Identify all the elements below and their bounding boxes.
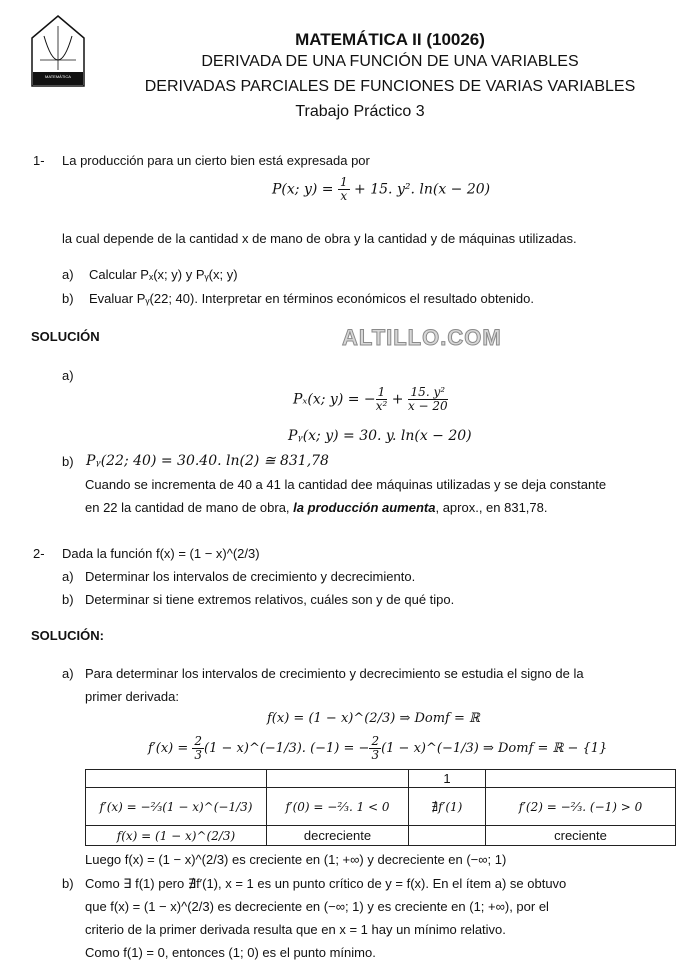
- sol2-conclusion: Luego f(x) = (1 − x)^(2/3) es creciente en (1; +∞) y decreciente en (−∞; 1): [85, 852, 507, 867]
- ex1-number: 1-: [33, 153, 45, 168]
- sol2-a-text-1: Para determinar los intervalos de crecimiento y decrecimiento se estudia el signo de la: [85, 666, 584, 681]
- sign-table-header-row: [86, 770, 676, 788]
- table-cell: f(x) = (1 − x)^(2/3): [86, 826, 267, 846]
- sol1-b-text-1: Cuando se incrementa de 40 a 41 la cantidad dee máquinas utilizadas y se deja constante: [85, 477, 607, 492]
- sol1-px-f1-den: x²: [375, 399, 388, 413]
- table-cell: [409, 826, 486, 846]
- ex1-formula-rhs: + 15. y². ln(x − 20): [354, 181, 491, 198]
- ex2-intro: Dada la función f(x) = (1 − x)^(2/3): [62, 546, 260, 561]
- sol1-px-plus: +: [391, 391, 404, 408]
- sol1-b-text-2: [85, 500, 548, 515]
- sol2-eq-2-frac-2: [369, 735, 381, 762]
- sol2-b-text-3: criterio de la primer derivada resulta que en x = 1 hay un mínimo relativo.: [85, 922, 506, 937]
- sol1-b-label: b): [62, 454, 74, 469]
- sol1-px-f1-num: 1: [377, 385, 386, 399]
- sol2-eq-2-frac-1-num: 2: [194, 734, 203, 748]
- sol2-eq-2-c: (1 − x)^(−1/3) ⇒ Domf = ℝ − {1}: [381, 741, 608, 756]
- sol2-eq-2-a: f′(x) =: [148, 741, 193, 756]
- sol1-px-f2-den: x − 20: [407, 399, 448, 413]
- course-logo: [30, 14, 86, 88]
- ex1-intro: La producción para un cierto bien está expresada por: [62, 153, 370, 168]
- table-cell: f′(x) = −⅔(1 − x)^(−1/3): [86, 788, 267, 826]
- sign-table-header-cell: [86, 770, 267, 788]
- sol2-eq-2-frac-2-den: 3: [371, 748, 380, 762]
- watermark: ALTILLO.COM: [342, 325, 502, 350]
- ex1-a-text: Calcular Pₓ(x; y) y Pᵧ(x; y): [89, 267, 238, 282]
- ex2-b-label: b): [62, 592, 74, 607]
- ex2-b-text: Determinar si tiene extremos relativos, cuáles son y de qué tipo.: [85, 592, 455, 607]
- sol2-b-text-1: Como ∃ f(1) pero ∄f′(1), x = 1 es un punto crítico de y = f(x). En el ítem a) se obtuvo: [85, 876, 567, 891]
- ex1-formula-lhs: P(x; y) =: [272, 181, 338, 198]
- sol1-px-lhs: Pₓ(x; y) = −: [293, 391, 376, 408]
- ex1-formula-den: x: [340, 189, 348, 203]
- sol2-b-text-2: que f(x) = (1 − x)^(2/3) es decreciente en (−∞; 1) y es creciente en (1; +∞), por el: [85, 899, 549, 914]
- ex1-b-label: b): [62, 291, 74, 306]
- sol2-eq-2-frac-1-den: 3: [194, 748, 203, 762]
- sol2-a-text-2: primer derivada:: [85, 689, 179, 704]
- sol1-a-label: a): [62, 368, 74, 383]
- ex1-formula-num: 1: [339, 175, 348, 189]
- sign-table-header-cell: [267, 770, 409, 788]
- sol1-b-text-2-bold: la producción aumenta: [293, 500, 436, 515]
- ex2-a-text: Determinar los intervalos de crecimiento y decrecimiento.: [85, 569, 416, 584]
- logo-text: MATEMÁTICA: [45, 74, 71, 79]
- sol2-b-label: b): [62, 876, 74, 891]
- sol1-py-formula: Pᵧ(x; y) = 30. y. ln(x − 20): [288, 428, 472, 444]
- sol2-a-label: a): [62, 666, 74, 681]
- sol1-px-fraction-2: [408, 386, 448, 413]
- sol2-eq-2-frac-2-num: 2: [371, 734, 380, 748]
- sol1-b-text-2-pre: en 22 la cantidad de mano de obra,: [85, 500, 294, 515]
- sol2-b-text-4: Como f(1) = 0, entonces (1; 0) es el punto mínimo.: [85, 945, 376, 960]
- subtitle-1: DERIVADA DE UNA FUNCIÓN DE UNA VARIABLES: [201, 53, 579, 70]
- table-cell: ∄f′(1): [409, 788, 486, 826]
- sol1-b-text-2-post: , aprox., en 831,78.: [435, 500, 548, 515]
- sign-table-header-point: 1: [409, 770, 486, 788]
- sol1-b-evaluation: Pᵧ(22; 40) = 30.40. ln(2) ≅ 831,78: [86, 453, 329, 469]
- sol2-eq-1: f(x) = (1 − x)^(2/3) ⇒ Domf = ℝ: [267, 711, 480, 726]
- sol2-eq-2-frac-1: [192, 735, 204, 762]
- ex1-formula-fraction: [338, 176, 350, 203]
- sign-table-header-cell: [486, 770, 676, 788]
- ex1-a-label: a): [62, 267, 74, 282]
- ex1-description: la cual depende de la cantidad x de mano de obra y la cantidad y de máquinas utilizadas.: [62, 231, 577, 246]
- sign-table-derivative-row: [86, 788, 676, 826]
- ex1-b-text: Evaluar Pᵧ(22; 40). Interpretar en términos económicos el resultado obtenido.: [89, 291, 534, 306]
- sol1-px-fraction-1: [376, 386, 388, 413]
- sign-table-function-row: [86, 826, 676, 846]
- table-cell: f′(2) = −⅔. (−1) > 0: [486, 788, 676, 826]
- course-title: MATEMÁTICA II (10026): [295, 30, 485, 49]
- ex2-number: 2-: [33, 546, 45, 561]
- subtitle-2: DERIVADAS PARCIALES DE FUNCIONES DE VARIAS VARIABLES: [144, 78, 636, 95]
- solution-2-heading: SOLUCIÓN:: [31, 628, 104, 643]
- ex1-formula: [272, 176, 490, 203]
- solution-1-heading: SOLUCIÓN: [31, 329, 100, 344]
- table-cell: decreciente: [267, 826, 409, 846]
- table-cell: creciente: [486, 826, 676, 846]
- sol1-px-formula: [293, 386, 448, 413]
- sol2-eq-2: [148, 735, 607, 762]
- subtitle-3: Trabajo Práctico 3: [295, 103, 425, 120]
- table-cell: f′(0) = −⅔. 1 < 0: [267, 788, 409, 826]
- sign-table: [85, 769, 676, 846]
- sol1-px-f2-num: 15. y²: [408, 386, 448, 400]
- sol2-eq-2-b: (1 − x)^(−1/3). (−1) = −: [204, 741, 370, 756]
- ex2-a-label: a): [62, 569, 74, 584]
